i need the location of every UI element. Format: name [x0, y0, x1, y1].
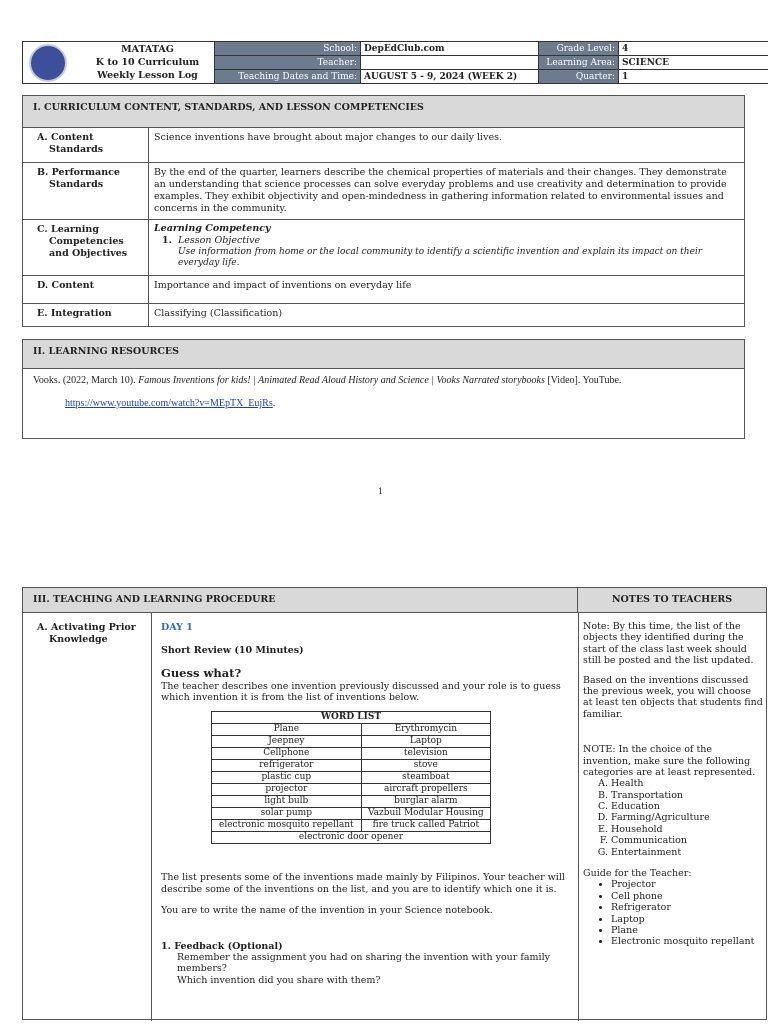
word-list-row: [212, 820, 491, 832]
word-list-cell: Erythromycin: [361, 724, 490, 736]
section-curriculum: I. CURRICULUM CONTENT, STANDARDS, AND LESSON COMPETENCIES A. Content Standards Science inventions have brought about major changes to our daily lives. B. Performance Standards By the end of the quarter, learners describe the chemical properties of materials and their changes. They demonstrate an understanding that science processes can solve everyday problems and use creativity and determination to provide examples. They exhibit objectivity and open-mindedness in gathering information related to environmental issues and concerns in the community. C. Learning Competencies and Objectives Learning Competency 1. Lesson Objective Use information from home or the local community to identify a scientific invention and explain its impact on their everyday life. D. Content Importance and impact of inventions on everyday life E. Integration Classifying (Classification): [22, 95, 745, 327]
feedback-question: Which invention did you share with them?: [177, 974, 381, 986]
youtube-link[interactable]: https://www.youtube.com/watch?v=MEpTX_EujRs: [65, 398, 273, 409]
word-list-cell: projector: [212, 784, 362, 796]
category-list: [611, 778, 763, 858]
page-number: 1: [378, 487, 384, 496]
word-list-cell: aircraft propellers: [361, 784, 490, 796]
word-list-row: [212, 736, 491, 748]
citation-title: Famous Inventions for kids! | Animated Read Aloud History and Science | Vooks Narrated storybooks: [138, 375, 545, 386]
title-line: Weekly Lesson Log: [97, 70, 198, 81]
guess-heading: Guess what?: [161, 665, 242, 680]
guide-item: • Laptop: [611, 914, 763, 925]
short-review: Short Review (10 Minutes): [161, 645, 304, 657]
word-list-cell: Laptop: [361, 736, 490, 748]
category-item: G. Entertainment: [611, 847, 763, 858]
word-list-cell: solar pump: [212, 808, 362, 820]
word-list-row: [212, 808, 491, 820]
title-line: K to 10 Curriculum: [95, 57, 200, 68]
row-label: E. Integration: [23, 304, 149, 327]
notes-title: NOTES TO TEACHERS: [578, 588, 766, 613]
guide-item: • Projector: [611, 879, 763, 890]
section-title: I. CURRICULUM CONTENT, STANDARDS, AND LESSON COMPETENCIES: [23, 96, 745, 128]
word-list-cell: burglar alarm: [361, 796, 490, 808]
word-list-cell: steamboat: [361, 772, 490, 784]
note-paragraph: NOTE: In the choice of the invention, make sure the following categories are at least represented.: [583, 744, 756, 778]
school-label: School:: [215, 42, 361, 56]
word-list-cell: light bulb: [212, 796, 362, 808]
guide-item: • Plane: [611, 925, 763, 936]
category-item: C. Education: [611, 801, 763, 812]
word-list-cell: Vazbuil Modular Housing: [361, 808, 490, 820]
word-list-cell: fire truck called Patriot: [361, 820, 490, 832]
quarter-value: 1: [619, 70, 768, 84]
citation-author: Vooks. (2022, March 10).: [33, 375, 139, 386]
intro-text: The teacher describes one invention previously discussed and your role is to guess which invention it is from the list of inventions below.: [161, 680, 561, 703]
competency-heading: Learning Competency: [154, 223, 271, 234]
row-text: Science inventions have brought about major changes to our daily lives.: [149, 128, 745, 163]
deped-seal-icon: [29, 44, 67, 82]
grade-label: Grade Level:: [539, 42, 619, 56]
quarter-label: Quarter:: [539, 70, 619, 84]
word-list-row: [212, 784, 491, 796]
title-line: MATATAG: [121, 44, 174, 55]
guide-list: [611, 879, 763, 947]
word-list-cell: Jeepney: [212, 736, 362, 748]
word-list-cell: electronic door opener: [212, 832, 491, 844]
word-list-row: [212, 724, 491, 736]
row-label: A. Content Standards: [23, 128, 149, 163]
area-label: Learning Area:: [539, 56, 619, 70]
row-text: By the end of the quarter, learners describe the chemical properties of materials and their changes. They demonstrate an understanding that science processes can solve everyday problems and use creativity and determination to provide examples. They exhibit objectivity and open-mindedness in gathering information related to environmental issues and concerns in the community.: [149, 163, 745, 220]
guide-item: • Electronic mosquito repellant: [611, 936, 763, 947]
category-item: A. Health: [611, 778, 763, 789]
word-list-cell: electronic mosquito repellant: [212, 820, 362, 832]
word-list-row: [212, 772, 491, 784]
area-value: SCIENCE: [619, 56, 768, 70]
objective-label: Lesson Objective: [177, 234, 261, 246]
word-list-table: [211, 711, 491, 844]
header-table: [22, 41, 768, 84]
word-list-row: [212, 748, 491, 760]
word-list-cell: television: [361, 748, 490, 760]
guide-item: • Cell phone: [611, 891, 763, 902]
day-label: DAY 1: [161, 622, 193, 633]
row-label: C. Learning Competencies and Objectives: [23, 220, 149, 276]
teacher-value: [361, 56, 539, 70]
word-list-row: [212, 760, 491, 772]
dates-value: AUGUST 5 - 9, 2024 (WEEK 2): [361, 70, 539, 84]
word-list-cell: Cellphone: [212, 748, 362, 760]
note-paragraph: Note: By this time, the list of the objects they identified during the start of the class last week should still be posted and the list updated.: [583, 621, 754, 667]
category-item: B. Transportation: [611, 790, 763, 801]
category-item: D. Farming/Agriculture: [611, 812, 763, 823]
word-list-title: WORD LIST: [212, 712, 491, 724]
word-list-cell: Plane: [212, 724, 362, 736]
word-list-row: [212, 796, 491, 808]
section-resources: II. LEARNING RESOURCES Vooks. (2022, March 10). Famous Inventions for kids! | Animated Read Aloud History and Science | Vooks Narrated storybooks [Video]. YouTube. https://www.youtube.com/watch?v=MEpTX_EujRs.: [22, 339, 745, 439]
row-text: Importance and impact of inventions on everyday life: [149, 276, 745, 304]
word-list-cell: stove: [361, 760, 490, 772]
dates-label: Teaching Dates and Time:: [215, 70, 361, 84]
row-label: D. Content: [23, 276, 149, 304]
note-paragraph: Based on the inventions discussed the previous week, you will choose at least ten objects that students find familiar.: [583, 674, 763, 720]
category-item: E. Household: [611, 824, 763, 835]
category-item: F. Communication: [611, 835, 763, 846]
feedback-text: Remember the assignment you had on sharing the invention with your family members?: [177, 951, 550, 975]
header-title-cell: [23, 42, 215, 84]
guide-item: • Refrigerator: [611, 902, 763, 913]
row-label: B. Performance Standards: [23, 163, 149, 220]
section-procedure: [22, 587, 767, 1020]
objective-text: Use information from home or the local community to identify a scientific invention and explain its impact on their everyday life.: [178, 246, 703, 268]
row-text: Classifying (Classification): [149, 304, 745, 327]
list-explanation: The list presents some of the inventions made mainly by Filipinos. Your teacher will describe some of the inventions on the list, and you are to identify which one it is.: [161, 872, 565, 895]
feedback-heading: 1. Feedback (Optional): [161, 940, 283, 952]
citation-source: [Video]. YouTube.: [544, 375, 622, 386]
guide-heading: Guide for the Teacher:: [583, 868, 692, 880]
school-value: DepEdClub.com: [361, 42, 539, 56]
row-label: A. Activating Prior Knowledge: [37, 622, 136, 645]
section-title: III. TEACHING AND LEARNING PROCEDURE: [23, 588, 578, 613]
section-title: II. LEARNING RESOURCES: [23, 340, 744, 369]
grade-value: 4: [619, 42, 768, 56]
notebook-instruction: You are to write the name of the invention in your Science notebook.: [161, 905, 493, 917]
word-list-cell: refrigerator: [212, 760, 362, 772]
teacher-label: Teacher:: [215, 56, 361, 70]
word-list-cell: plastic cup: [212, 772, 362, 784]
